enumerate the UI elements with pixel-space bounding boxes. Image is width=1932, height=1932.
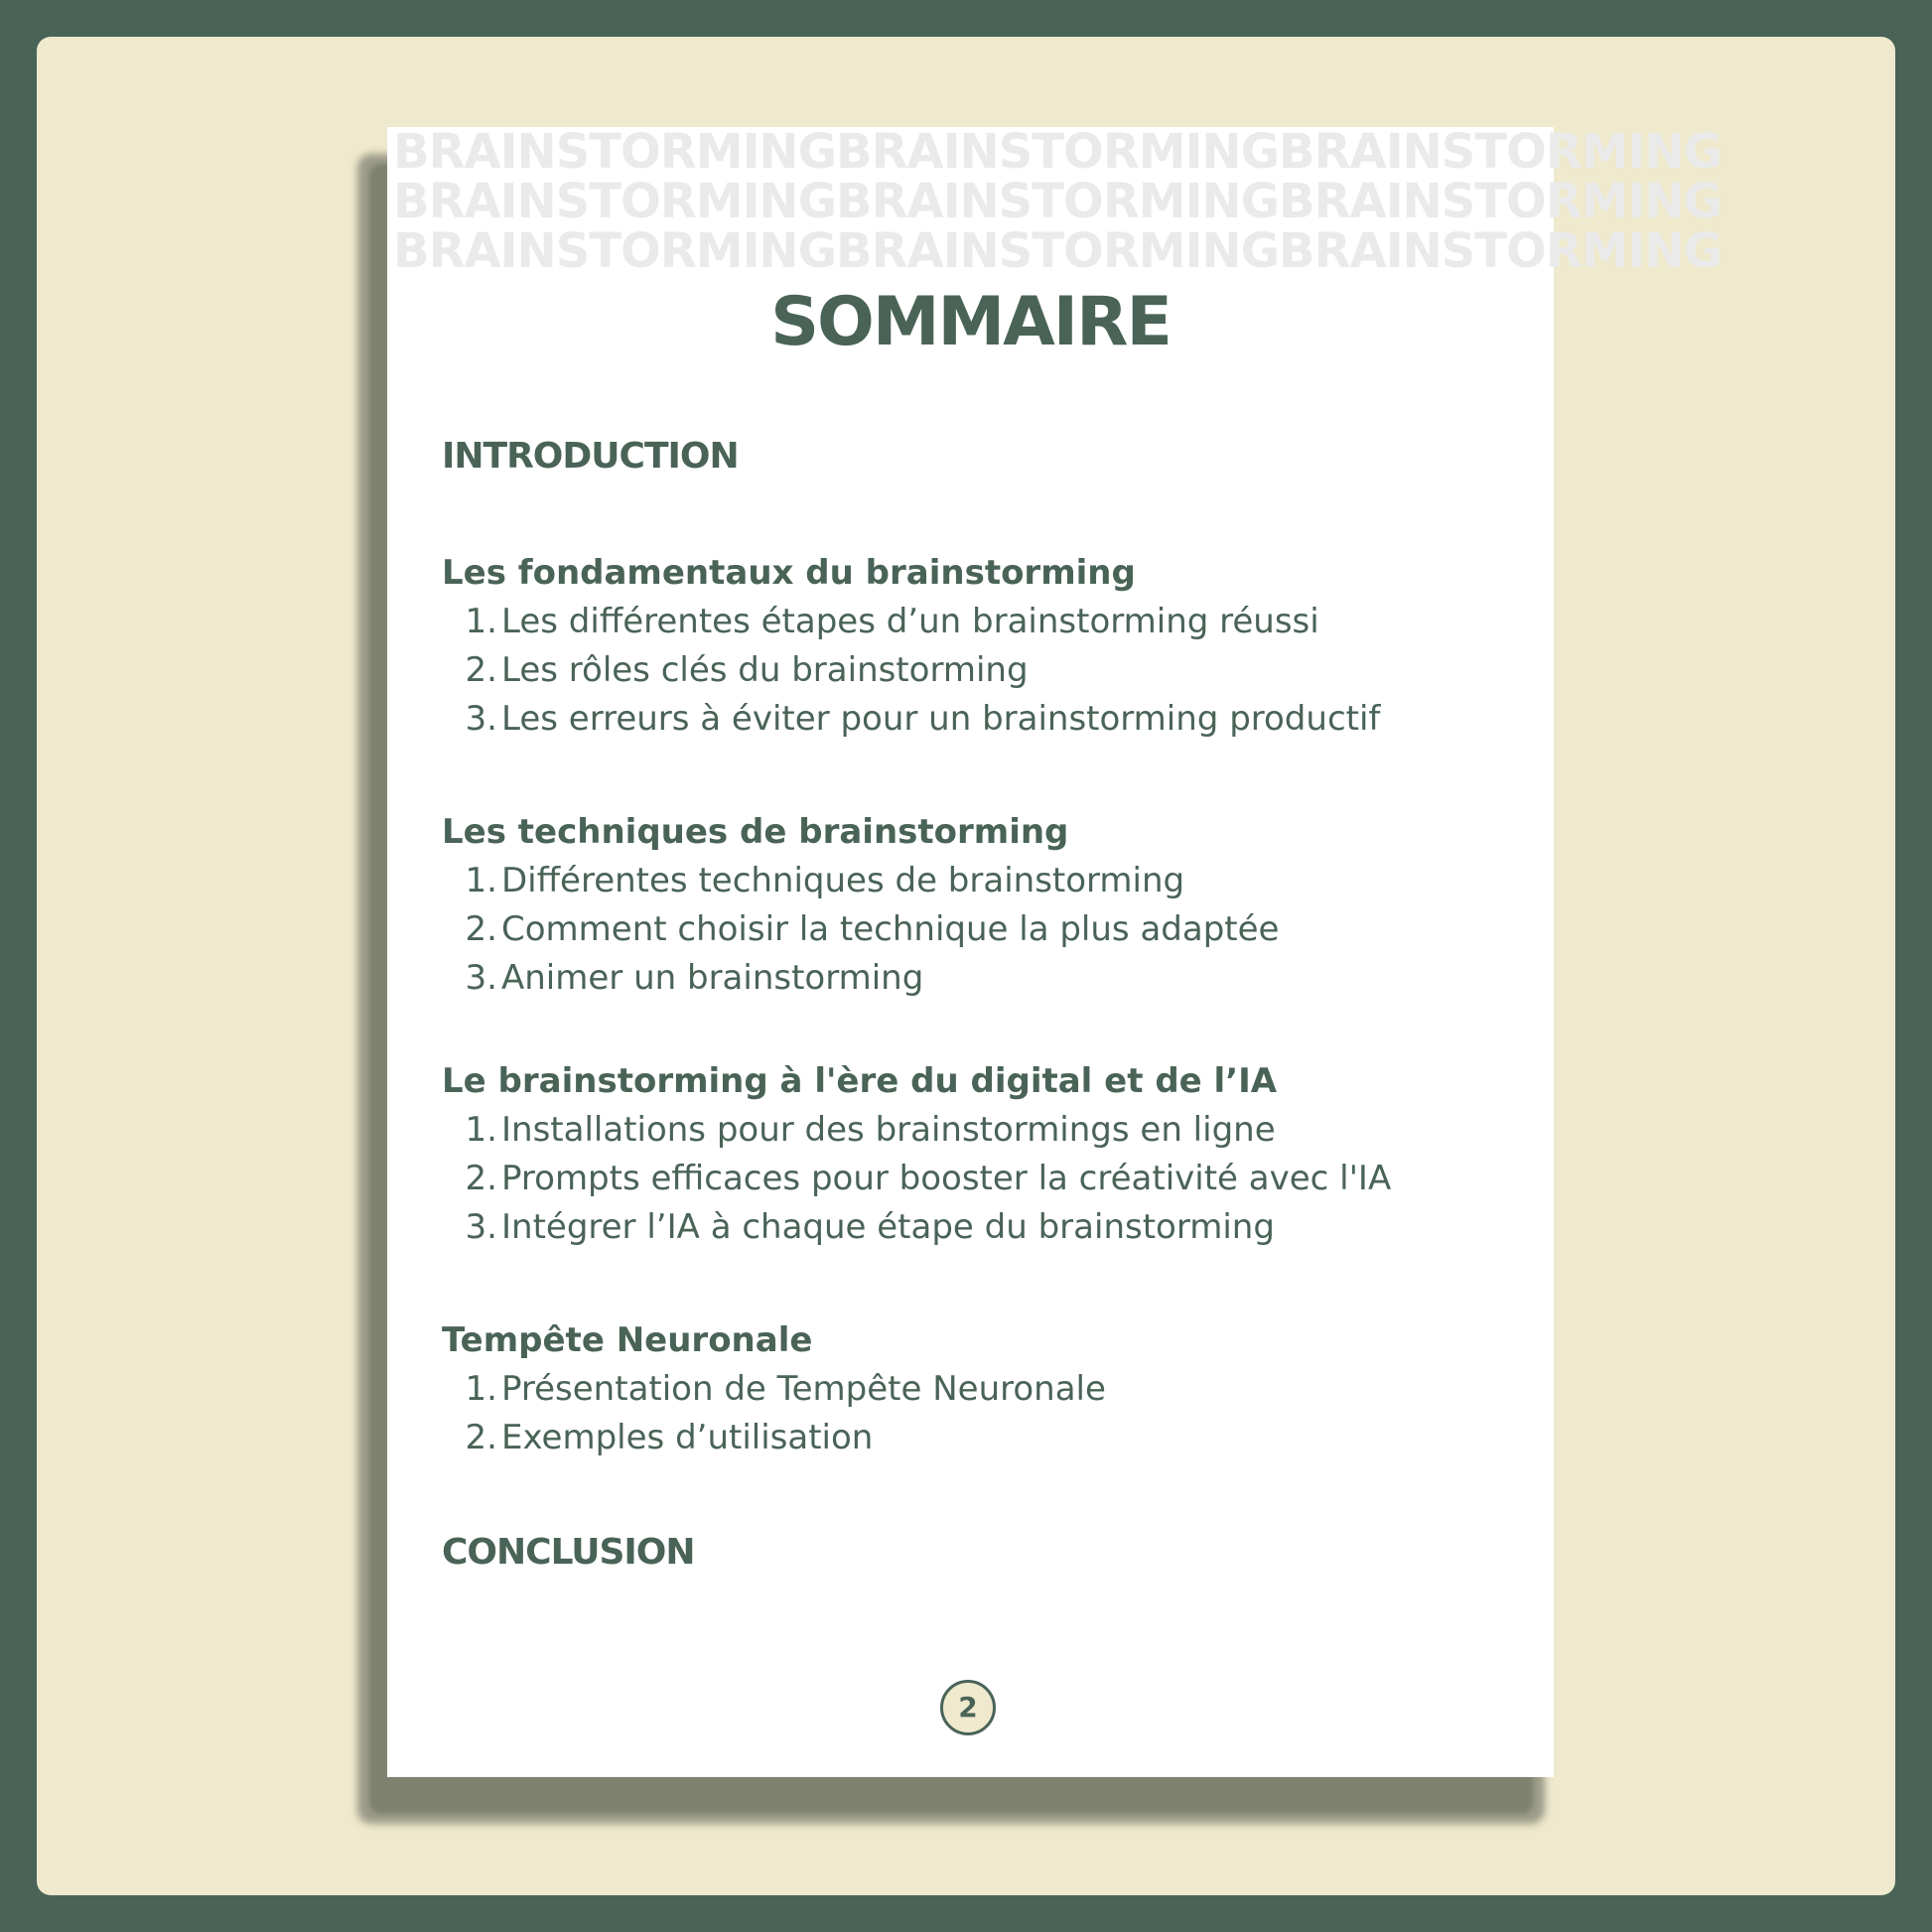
toc-section-tempete-neuronale [442,1316,1106,1462]
watermark-line: BRAINSTORMINGBRAINSTORMINGBRAINSTORMING [393,223,1722,279]
section-title: Les fondamentaux du brainstorming [442,553,1136,593]
item-text: Différentes techniques de brainstorming [501,861,1185,900]
list-item [442,695,1380,744]
list-item [442,1106,1391,1155]
item-number: 2. [465,1418,497,1457]
list-item [442,1203,1391,1252]
toc-section-techniques [442,808,1279,1003]
watermark-line: BRAINSTORMINGBRAINSTORMINGBRAINSTORMING [393,174,1722,229]
list-item [442,905,1279,954]
item-number: 3. [465,958,497,998]
item-text: Exemples d’utilisation [501,1418,874,1457]
list-item [442,1155,1391,1203]
item-text: Animer un brainstorming [501,958,924,998]
item-number: 3. [465,1207,497,1247]
item-text: Présentation de Tempête Neuronale [501,1369,1106,1409]
page-number-badge: 2 [940,1680,996,1735]
list-item [442,1365,1106,1414]
item-number: 1. [465,602,497,641]
item-number: 2. [465,1159,497,1198]
toc-section-digital-ai [442,1057,1391,1252]
item-number: 3. [465,699,497,739]
item-number: 2. [465,909,497,949]
toc-section-fundamentals [442,549,1380,744]
watermark-line: BRAINSTORMINGBRAINSTORMINGBRAINSTORMING [393,124,1722,180]
section-title: Le brainstorming à l'ère du digital et de l’IA [442,1061,1278,1101]
list-item [442,857,1279,905]
document-page [387,124,1722,1777]
item-number: 2. [465,650,497,690]
page-title: SOMMAIRE [770,283,1171,361]
item-text: Prompts efficaces pour booster la créativité avec l'IA [501,1159,1392,1198]
section-title: Les techniques de brainstorming [442,812,1069,852]
item-number: 1. [465,861,497,900]
list-item [442,598,1380,646]
item-text: Les rôles clés du brainstorming [501,650,1029,690]
item-text: Les erreurs à éviter pour un brainstorming productif [501,699,1381,739]
item-text: Intégrer l’IA à chaque étape du brainstorming [501,1207,1275,1247]
introduction-heading: INTRODUCTION [442,436,739,477]
conclusion-heading: CONCLUSION [442,1532,695,1573]
list-item [442,954,1279,1003]
list-item [442,1414,1106,1462]
item-number: 1. [465,1369,497,1409]
item-text: Comment choisir la technique la plus adaptée [501,909,1280,949]
item-number: 1. [465,1110,497,1150]
brainstorming-watermark [393,124,1722,279]
list-item [442,646,1380,695]
section-title: Tempête Neuronale [442,1320,813,1360]
item-text: Installations pour des brainstormings en ligne [501,1110,1276,1150]
item-text: Les différentes étapes d’un brainstorming réussi [501,602,1319,641]
